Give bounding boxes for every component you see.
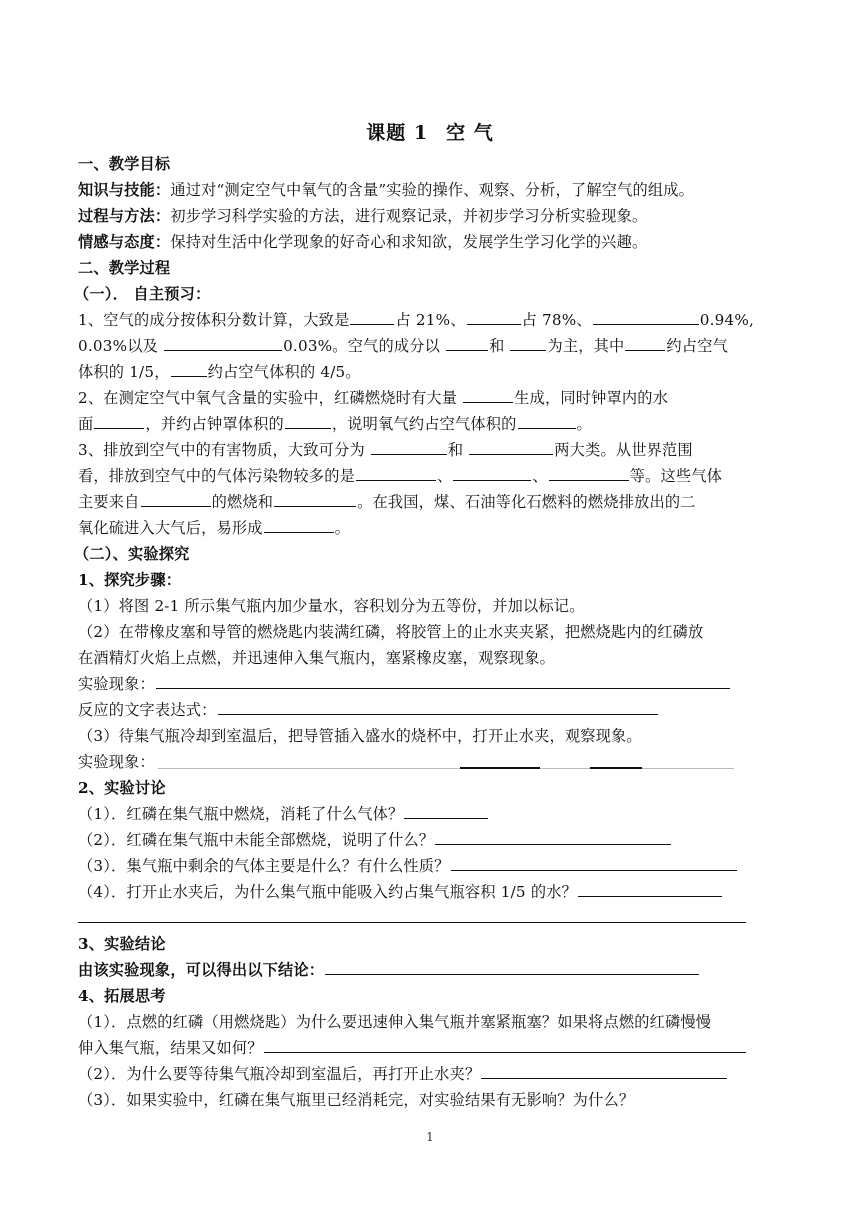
text-segment: 约占空气体积的 4/5。 — [207, 363, 361, 381]
goal-knowledge-text: 通过对“测定空气中氧气的含量”实验的操作、观察、分析，了解空气的组成。 — [170, 181, 695, 199]
discussion-q2 — [78, 829, 672, 851]
text-segment: 等。这些气体 — [629, 467, 723, 485]
text-segment: 实验现象： — [78, 753, 155, 771]
answer-line[interactable] — [481, 1063, 727, 1079]
step2-line2: 在酒精灯火焰上点燃，并迅速伸入集气瓶内，塞紧橡皮塞，观察现象。 — [78, 649, 556, 667]
text-segment: 两大类。从世界范围 — [554, 441, 693, 459]
text-segment: ，说明氧气约占空气体积的 — [331, 415, 517, 433]
text-segment: 伸入集气瓶，结果又如何？ — [78, 1039, 263, 1057]
blank[interactable] — [285, 413, 331, 429]
extension-q3: （3）．如果实验中，红磷在集气瓶里已经消耗完，对实验结果有无影响？为什么？ — [78, 1091, 635, 1109]
answer-line[interactable] — [218, 699, 658, 715]
page-title — [0, 118, 860, 145]
phenomenon-row — [78, 673, 731, 695]
step3: （3）待集气瓶冷却到室温后，把导管插入盛水的烧杯中，打开止水夹，观察现象。 — [78, 727, 642, 745]
title-main: 课题 1 — [366, 122, 429, 144]
discussion-q4 — [78, 881, 723, 903]
phenomenon-row-2 — [78, 751, 155, 773]
conclusion-row — [78, 959, 700, 981]
discussion-q3 — [78, 855, 738, 877]
title-sub: 空 气 — [446, 122, 494, 144]
text-segment: 由该实验现象，可以得出以下结论： — [78, 961, 325, 979]
text-segment: 氧化硫进入大气后，易形成 — [78, 519, 263, 537]
goal-knowledge — [78, 179, 694, 201]
steps-heading: 1、探究步骤： — [78, 571, 182, 589]
blank[interactable] — [171, 361, 207, 377]
extension-q1-line1: （1）．点燃的红磷（用燃烧匙）为什么要迅速伸入集气瓶并塞紧瓶塞？如果将点燃的红磷慢慢 — [78, 1013, 712, 1031]
q3-line4 — [78, 517, 350, 539]
discussion-q1 — [78, 803, 489, 825]
text-segment: 。 — [334, 519, 351, 537]
text-segment: （1）．红磷在集气瓶中燃烧，消耗了什么气体？ — [78, 805, 404, 823]
goal-knowledge-label: 知识与技能： — [78, 181, 171, 199]
q3-line3 — [78, 491, 696, 513]
blank[interactable] — [94, 413, 144, 429]
text-segment: 占 21%、 — [395, 311, 466, 329]
blank[interactable] — [467, 309, 521, 325]
answer-line[interactable] — [435, 829, 671, 845]
conclusion-heading: 3、实验结论 — [78, 935, 166, 953]
step2-line1: （2）在带橡皮塞和导管的燃烧匙内装满红磷，将胶管上的止水夹夹紧，把燃烧匙内的红磷放 — [78, 623, 704, 641]
blank[interactable] — [141, 491, 211, 507]
text-segment: ，并约占钟罩体积的 — [145, 415, 284, 433]
text-segment: 3、排放到空气中的有害物质，大致可分为 — [78, 441, 370, 459]
blank[interactable] — [371, 439, 447, 455]
goal-process-label: 过程与方法： — [78, 207, 171, 225]
discussion-heading: 2、实验讨论 — [78, 779, 166, 797]
text-segment: 约占空气 — [666, 337, 728, 355]
blank[interactable] — [625, 335, 665, 351]
extension-q1-line2 — [78, 1037, 747, 1059]
blank[interactable] — [593, 309, 699, 325]
text-segment: （2）．为什么要等待集气瓶冷却到室温后，再打开止水夹？ — [78, 1065, 481, 1083]
answer-line[interactable] — [264, 1037, 746, 1053]
goal-emotion — [78, 231, 647, 253]
blank[interactable] — [510, 335, 546, 351]
blank[interactable] — [356, 465, 436, 481]
text-segment: 0.03%。空气的成分以 — [283, 337, 446, 355]
text-segment: 生成，同时钟罩内的水 — [514, 389, 669, 407]
extension-heading: 4、拓展思考 — [78, 987, 166, 1005]
goal-process — [78, 205, 647, 227]
blank[interactable] — [518, 413, 576, 429]
blank[interactable] — [549, 465, 629, 481]
extension-q2 — [78, 1063, 728, 1085]
preview-heading: （一）． 自主预习： — [74, 285, 211, 303]
text-segment: 。在我国，煤、石油等化石燃料的燃烧排放出的二 — [357, 493, 696, 511]
blank[interactable] — [453, 465, 531, 481]
text-segment: 占 78%、 — [521, 311, 592, 329]
blank[interactable] — [164, 335, 282, 351]
blank[interactable] — [469, 439, 553, 455]
text-segment: 面 — [78, 415, 94, 433]
equation-row — [78, 699, 659, 721]
text-segment: 0.94%, — [699, 311, 755, 329]
answer-line[interactable] — [158, 768, 734, 769]
text-segment: 和 — [447, 441, 469, 459]
text-segment: 为主，其中 — [547, 337, 625, 355]
answer-line[interactable] — [578, 881, 722, 897]
text-segment: 体积的 1/5， — [78, 363, 170, 381]
blank[interactable] — [446, 335, 488, 351]
q1-line1 — [78, 309, 754, 331]
text-segment: （2）．红磷在集气瓶中未能全部燃烧，说明了什么？ — [78, 831, 435, 849]
q2-line1 — [78, 387, 668, 409]
text-segment: 实验现象： — [78, 675, 155, 693]
q3-line1 — [78, 439, 693, 461]
answer-line-segment — [460, 767, 540, 769]
text-segment: 反应的文字表达式： — [78, 701, 217, 719]
answer-line[interactable] — [451, 855, 737, 871]
text-segment: （4）．打开止水夹后，为什么集气瓶中能吸入约占集气瓶容积 1/5 的水？ — [78, 883, 577, 901]
text-segment: （3）．集气瓶中剩余的气体主要是什么？有什么性质？ — [78, 857, 450, 875]
blank[interactable] — [350, 309, 394, 325]
experiment-heading: （二）、实验探究 — [74, 545, 190, 563]
text-segment: 、 — [532, 467, 548, 485]
text-segment: 的燃烧和 — [211, 493, 274, 511]
q1-line3 — [78, 361, 361, 383]
q2-line2 — [78, 413, 592, 435]
blank[interactable] — [264, 517, 334, 533]
blank[interactable] — [463, 387, 513, 403]
text-segment: 。 — [576, 415, 592, 433]
page-number: 1 — [426, 1130, 434, 1144]
goals-heading: 一、教学目标 — [78, 155, 171, 173]
process-heading: 二、教学过程 — [78, 259, 171, 277]
q1-line2 — [78, 335, 728, 357]
answer-line[interactable] — [404, 803, 488, 819]
q3-line2 — [78, 465, 722, 487]
answer-line-full[interactable] — [78, 922, 746, 923]
text-segment: 1、空气的成分按体积分数计算，大致是 — [78, 311, 350, 329]
blank[interactable] — [274, 491, 356, 507]
text-segment: 0.03%以及 — [78, 337, 164, 355]
text-segment: 看，排放到空气中的气体污染物较多的是 — [78, 467, 355, 485]
goal-process-text: 初步学习科学实验的方法，进行观察记录，并初步学习分析实验现象。 — [170, 207, 648, 225]
text-segment: 主要来自 — [78, 493, 140, 511]
step1: （1）将图 2-1 所示集气瓶内加少量水，容积划分为五等份，并加以标记。 — [78, 597, 585, 615]
answer-line-segment — [590, 767, 642, 769]
goal-emotion-label: 情感与态度： — [78, 233, 171, 251]
text-segment: 2、在测定空气中氧气含量的实验中，红磷燃烧时有大量 — [78, 389, 463, 407]
goal-emotion-text: 保持对生活中化学现象的好奇心和求知欲，发展学生学习化学的兴趣。 — [170, 233, 648, 251]
answer-line[interactable] — [325, 959, 699, 975]
text-segment: 和 — [489, 337, 510, 355]
answer-line[interactable] — [156, 673, 730, 689]
text-segment: 、 — [436, 467, 453, 485]
